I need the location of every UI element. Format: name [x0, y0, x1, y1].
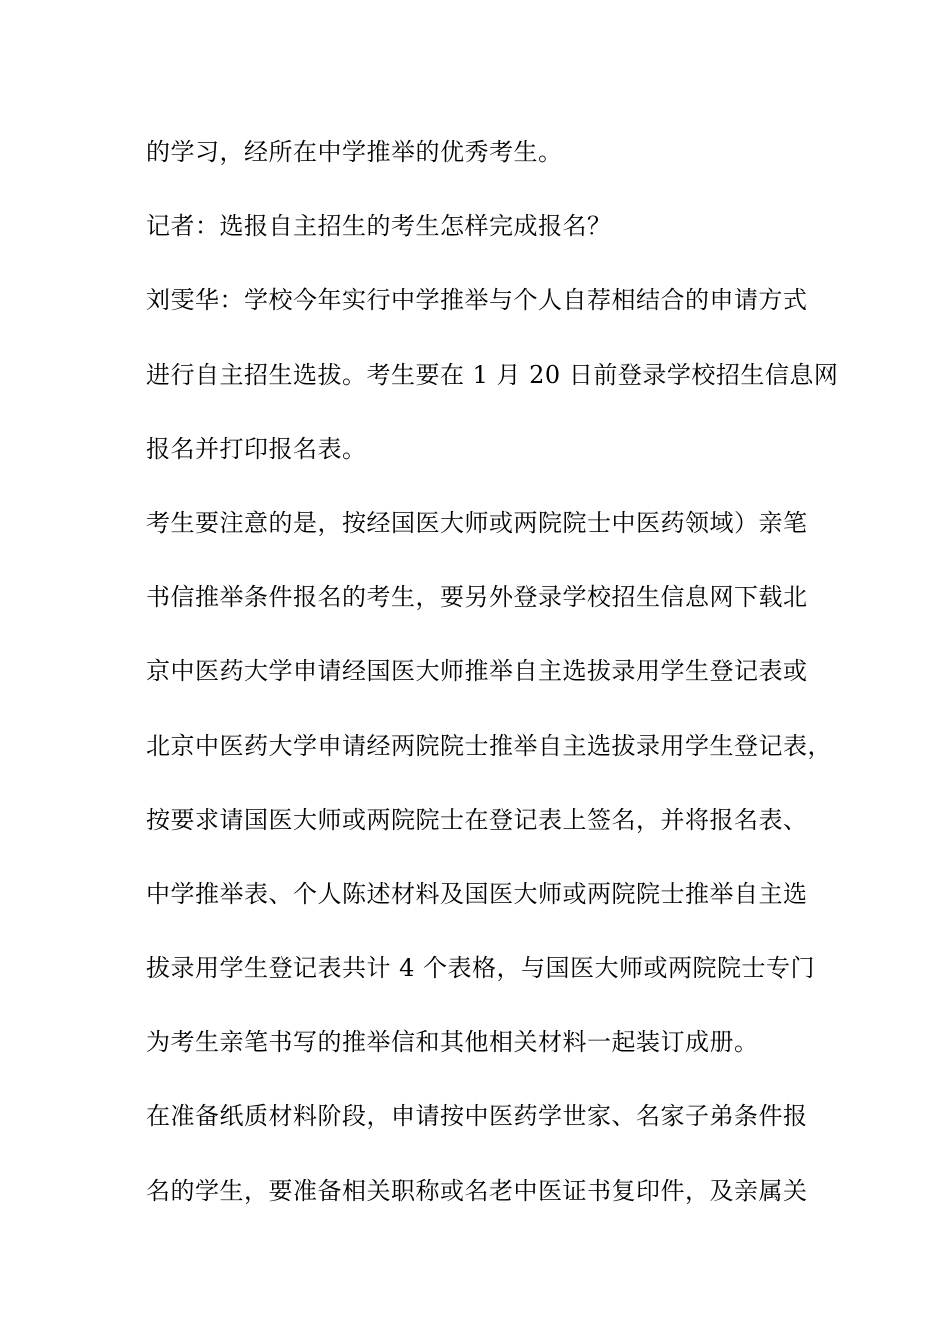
- text-line-10: 按要求请国医大师或两院院士在登记表上签名，并将报名表、: [146, 805, 808, 834]
- text-line-2: 记者：选报自主招生的考生怎样完成报名？: [146, 212, 612, 241]
- text-line-3: 刘雯华：学校今年实行中学推举与个人自荐相结合的申请方式: [146, 286, 808, 315]
- text-line-12: 拔录用学生登记表共计 4 个表格，与国医大师或两院院士专门: [146, 954, 816, 983]
- text-line-6: 考生要注意的是，按经国医大师或两院院士中医药领域）亲笔: [146, 508, 808, 537]
- text-line-15: 名的学生，要准备相关职称或名老中医证书复印件，及亲属关: [146, 1176, 808, 1205]
- body-text: [146, 128, 839, 1241]
- text-line-1: 的学习，经所在中学推举的优秀考生。: [146, 138, 563, 166]
- text-line-7: 书信推举条件报名的考生，要另外登录学校招生信息网下载北: [146, 583, 808, 612]
- text-line-4: 进行自主招生选拔。考生要在 1 月 20 日前登录学校招生信息网: [146, 360, 839, 389]
- text-line-11: 中学推举表、个人陈述材料及国医大师或两院院士推举自主选: [146, 879, 808, 908]
- text-line-5: 报名并打印报名表。: [146, 434, 367, 463]
- text-line-8: 京中医药大学申请经国医大师推举自主选拔录用学生登记表或: [146, 657, 808, 686]
- text-line-14: 在准备纸质材料阶段，申请按中医药学世家、名家子弟条件报: [146, 1102, 808, 1131]
- text-line-13: 为考生亲笔书写的推举信和其他相关材料一起装订成册。: [146, 1028, 759, 1057]
- text-line-9: 北京中医药大学申请经两院院士推举自主选拔录用学生登记表，: [146, 731, 832, 760]
